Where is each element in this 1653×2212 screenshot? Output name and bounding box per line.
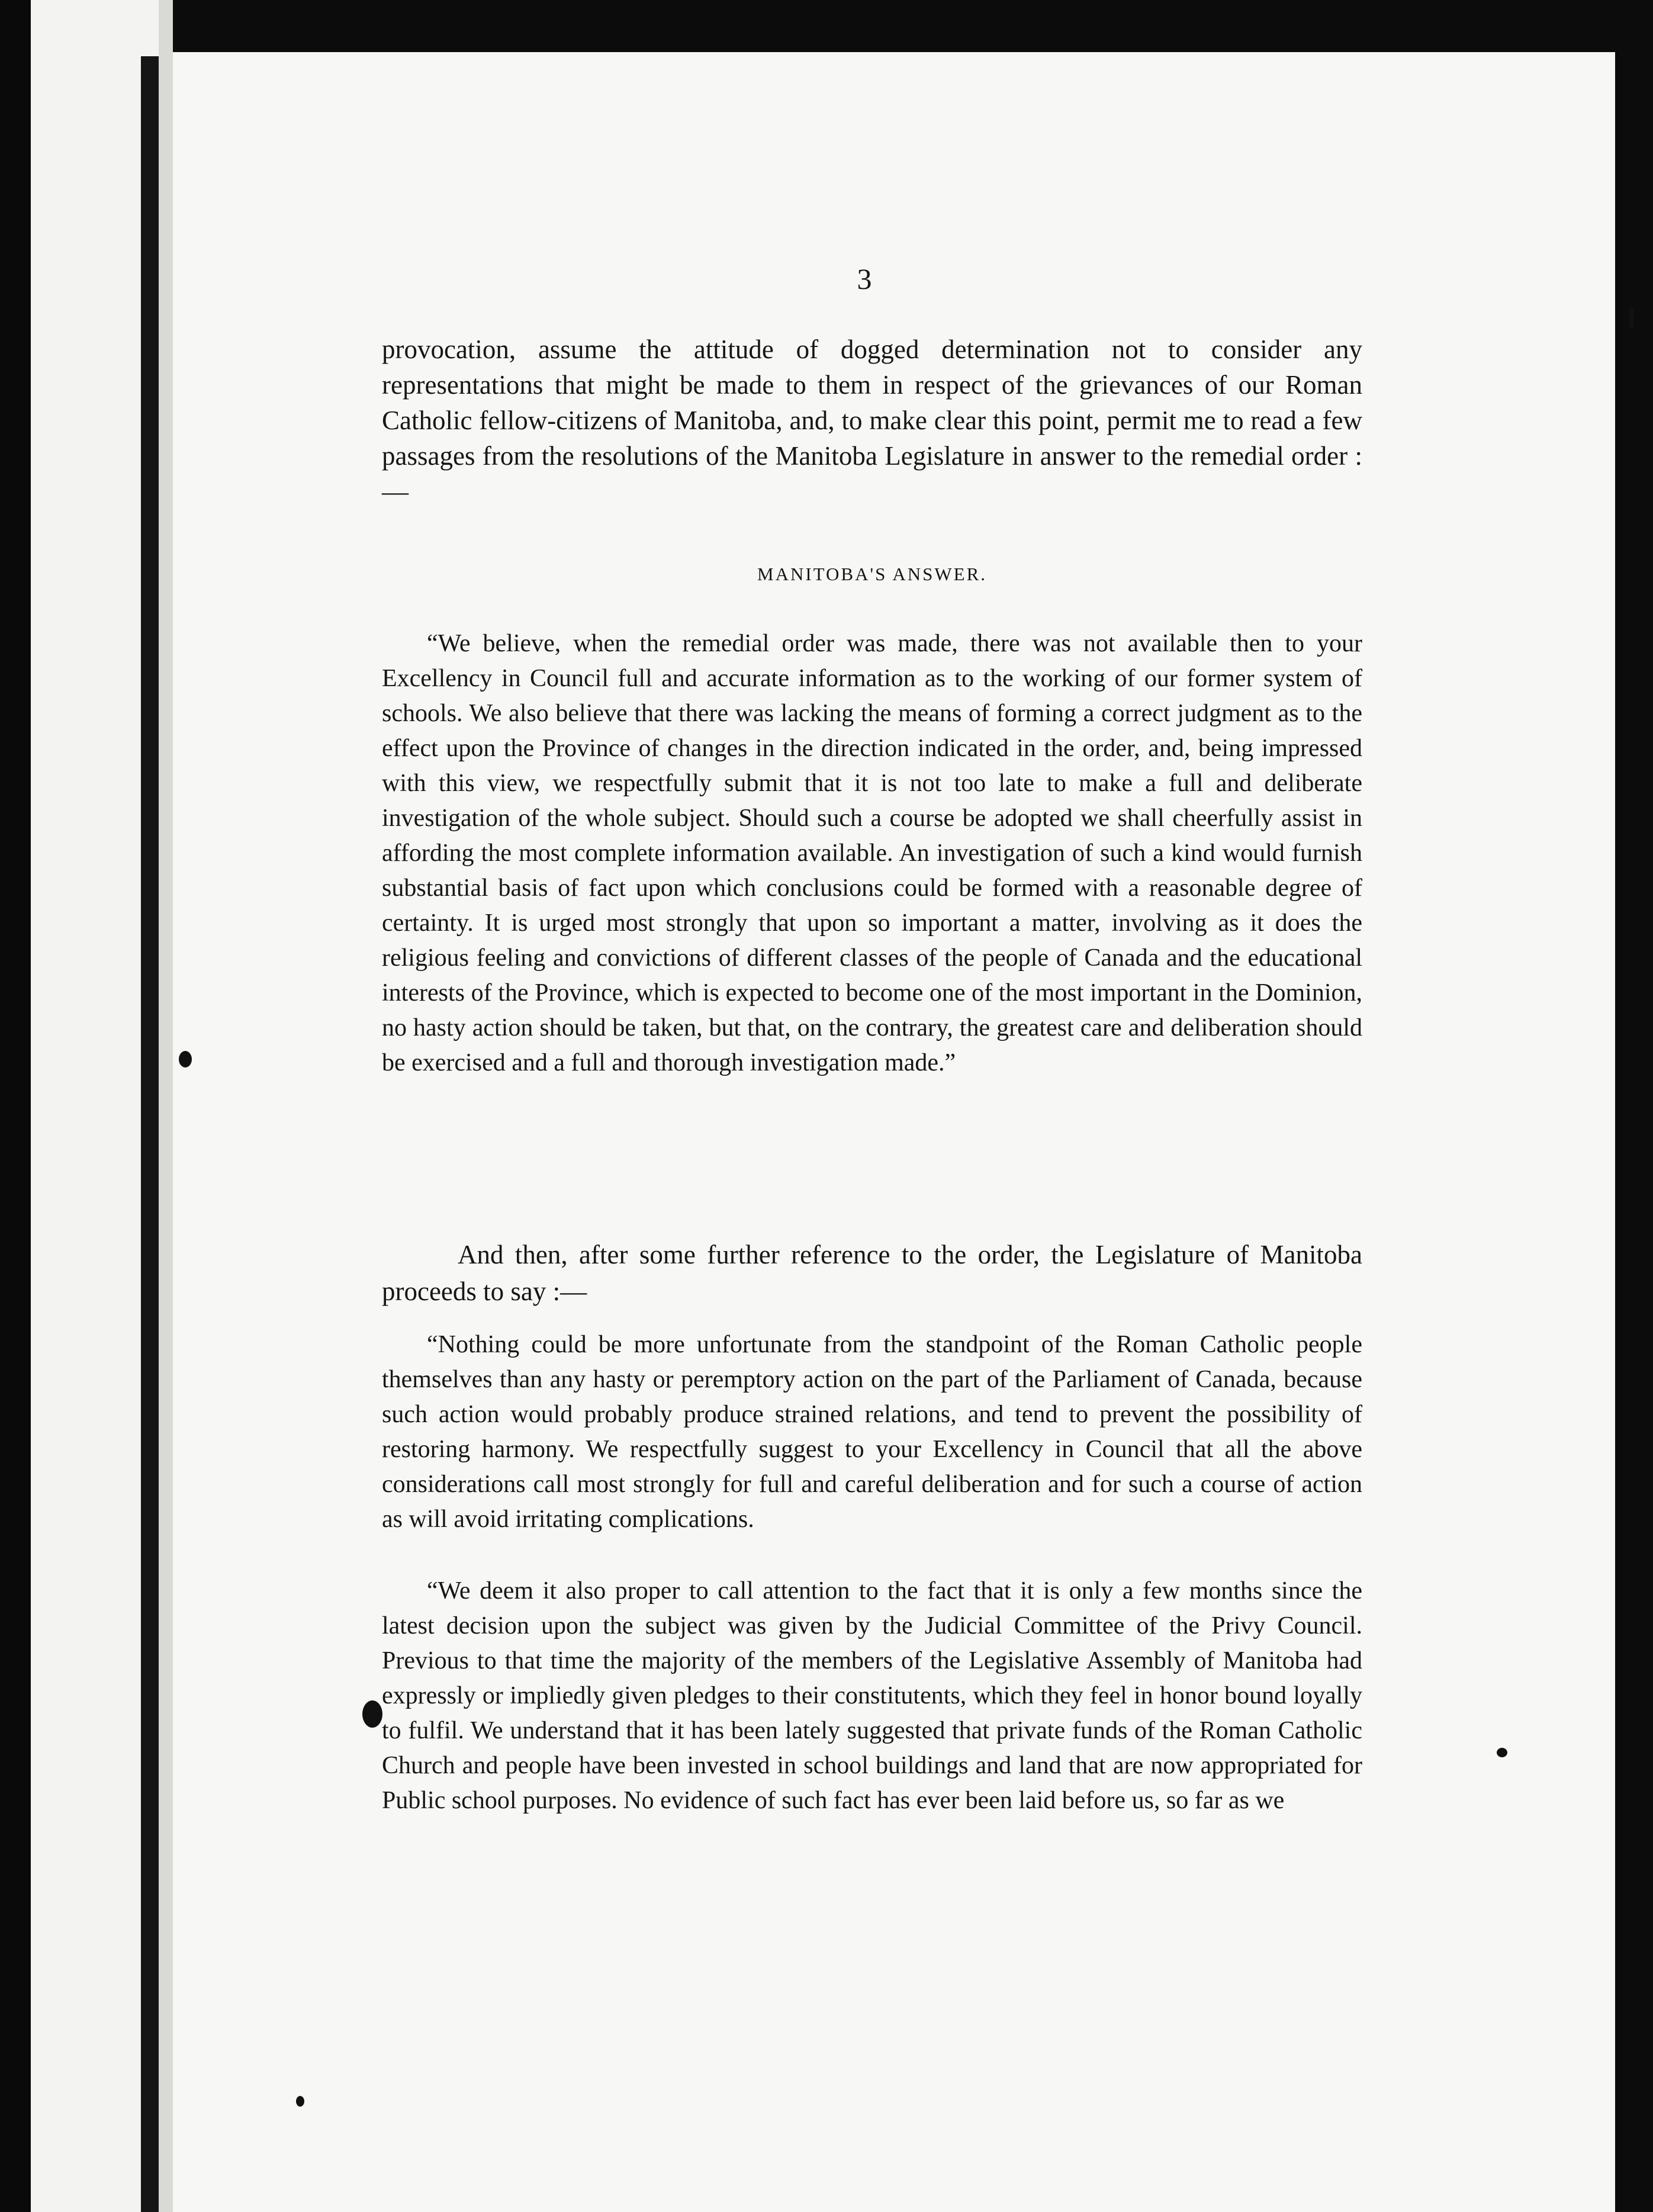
ink-speck	[1497, 1748, 1507, 1757]
ink-speck	[179, 1051, 192, 1068]
scan-border-top	[173, 0, 1615, 52]
quote-block-2	[382, 1327, 1362, 1537]
ink-speck	[1629, 308, 1634, 328]
ink-speck	[362, 1700, 382, 1728]
scan-border-left	[0, 0, 31, 2212]
quote-block-1	[382, 626, 1362, 1081]
intro-text: provocation, assume the attitude of dogged determination not to consider any representations that might be made to them in respect of the grievances of our Roman Catholic fellow-citizens of Manitoba, and, to make clear this point, permit me to read a few passages from the resolutions of the Manitoba Legislature in answer to the remedial order :—	[382, 335, 1362, 506]
quote-block-3	[382, 1574, 1362, 1818]
scan-border-right	[1615, 0, 1653, 2212]
section-heading: MANITOBA'S ANSWER.	[757, 564, 987, 584]
section-heading-block	[382, 564, 1362, 585]
connector-paragraph: And then, after some further reference to the order, the Legislature of Manitoba proceeds to say :—	[382, 1240, 1362, 1306]
page-gutter	[159, 0, 173, 2212]
connector-block	[382, 1236, 1362, 1310]
intro-paragraph	[382, 332, 1362, 509]
quote-paragraph: “We deem it also proper to call attention to the fact that it is only a few months since the latest decision upon the subject was given by the Judicial Committee of the Privy Council. Previous to that time the majority of the members of the Legislative Assembly of Manitoba had expressly or impliedly given pledges to their constitutents, which they feel in honor bound loyally to fulfil. We understand that it has been lately suggested that private funds of the Roman Catholic Church and people have been invested in school buildings and land that are now appropriated for Public school purposes. No evidence of such fact has ever been laid before us, so far as we	[382, 1577, 1362, 1814]
quote-paragraph: “We believe, when the remedial order was made, there was not available then to your Excellency in Council full and accurate information as to the working of our former system of schools. We also believe that there was lacking the means of forming a correct judgment as to the effect upon the Province of changes in the direction indicated in the order, and, being impressed with this view, we respectfully submit that it is not too late to make a full and deliberate investigation of the whole subject. Should such a course be adopted we shall cheerfully assist in affording the most complete information available. An investigation of such a kind would furnish substantial basis of fact upon which conclusions could be formed with a reasonable degree of certainty. It is urged most strongly that upon so important a matter, involving as it does the religious feeling and convictions of different classes of the people of Canada and the educational interests of the Province, which is expected to become one of the most important in the Dominion, no hasty action should be taken, but that, on the contrary, the greatest care and deliberation should be exercised and a full and thorough investigation made.”	[382, 630, 1362, 1076]
page-number: 3	[857, 262, 872, 295]
ink-speck	[296, 2096, 304, 2107]
book-spine	[141, 56, 159, 2212]
quote-paragraph: “Nothing could be more unfortunate from the standpoint of the Roman Catholic people themselves than any hasty or peremptory action on the part of the Parliament of Canada, because such action would probably produce strained relations, and tend to prevent the possibility of restoring harmony. We respectfully suggest to your Excellency in Council that all the above considerations call most strongly for full and careful deliberation and for such a course of action as will avoid irritating complications.	[382, 1331, 1362, 1533]
